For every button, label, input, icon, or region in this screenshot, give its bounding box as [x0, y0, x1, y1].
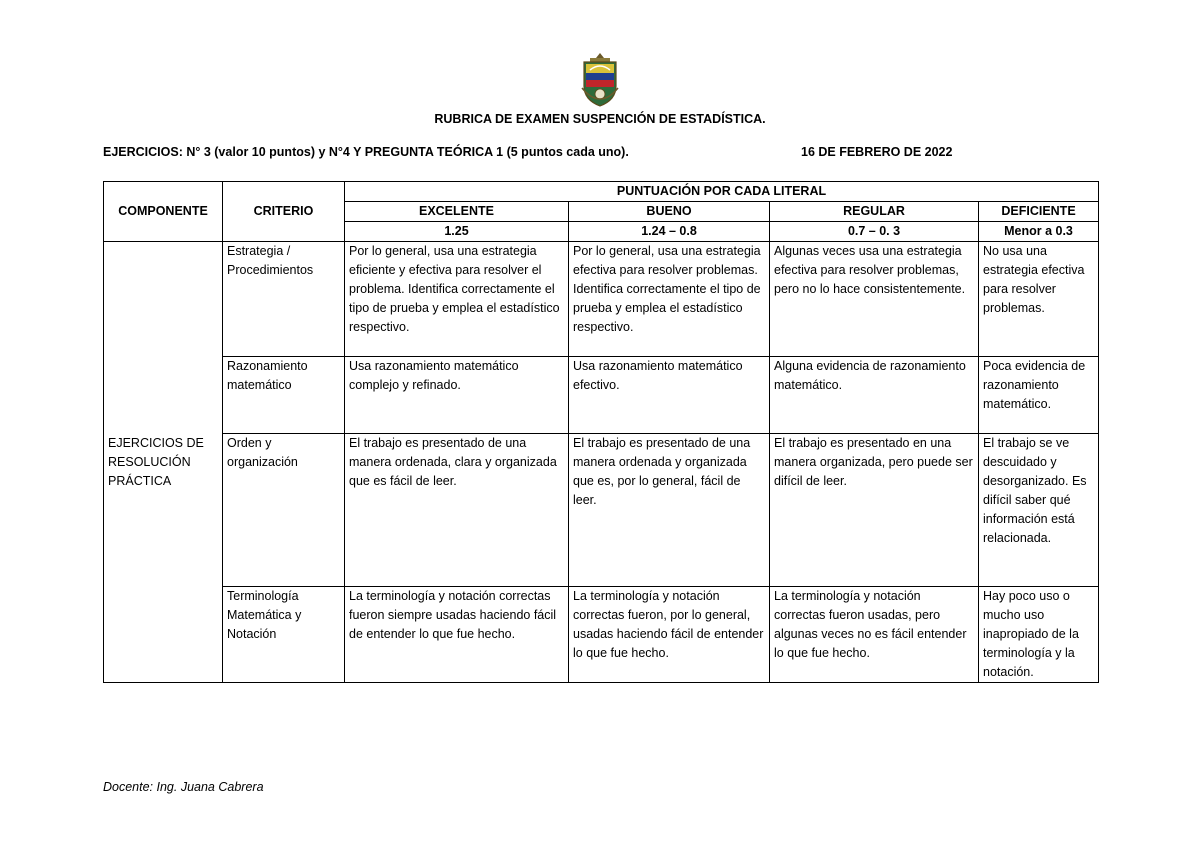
- rubric-cell: La terminología y notación correctas fueron siempre usadas haciendo fácil de entender lo que fue hecho.: [345, 587, 569, 683]
- teacher-signature-line: Docente: Ing. Juana Cabrera: [103, 780, 264, 794]
- rubric-cell: No usa una estrategia efectiva para resolver problemas.: [979, 242, 1099, 357]
- header-criterio: CRITERIO: [223, 182, 345, 242]
- rubric-cell: Algunas veces usa una estrategia efectiva para resolver problemas, pero no lo hace consistentemente.: [770, 242, 979, 357]
- criterion-cell: Terminología Matemática y Notación: [223, 587, 345, 683]
- header-puntuacion: PUNTUACIÓN POR CADA LITERAL: [345, 182, 1099, 202]
- rubric-cell: Usa razonamiento matemático efectivo.: [569, 357, 770, 434]
- document-title: RUBRICA DE EXAMEN SUSPENCIÓN DE ESTADÍSTICA.: [434, 112, 766, 126]
- rubric-cell: El trabajo se ve descuidado y desorganizado. Es difícil saber qué información está relacionada.: [979, 434, 1099, 587]
- header-score-deficiente: Menor a 0.3: [979, 222, 1099, 242]
- header-score-excelente: 1.25: [345, 222, 569, 242]
- rubric-table: [103, 181, 1099, 683]
- rubric-cell: Hay poco uso o mucho uso inapropiado de la terminología y la notación.: [979, 587, 1099, 683]
- header-score-bueno: 1.24 – 0.8: [569, 222, 770, 242]
- rubric-cell: La terminología y notación correctas fueron usadas, pero algunas veces no es fácil entender lo que fue hecho.: [770, 587, 979, 683]
- rubric-cell: Por lo general, usa una estrategia efectiva para resolver problemas. Identifica correctamente el tipo de prueba y emplea el estadístico respectivo.: [569, 242, 770, 357]
- header-level-regular: REGULAR: [770, 202, 979, 222]
- rubric-cell: El trabajo es presentado de una manera ordenada y organizada que es, por lo general, fácil de leer.: [569, 434, 770, 587]
- header-score-regular: 0.7 – 0. 3: [770, 222, 979, 242]
- header-level-excelente: EXCELENTE: [345, 202, 569, 222]
- rubric-cell: Usa razonamiento matemático complejo y refinado.: [345, 357, 569, 434]
- header-componente: COMPONENTE: [104, 182, 223, 242]
- university-crest-icon: [580, 52, 620, 108]
- criterion-cell: Estrategia / Procedimientos: [223, 242, 345, 357]
- rubric-cell: La terminología y notación correctas fueron, por lo general, usadas haciendo fácil de entender lo que fue hecho.: [569, 587, 770, 683]
- document-date: 16 DE FEBRERO DE 2022: [801, 145, 953, 159]
- rubric-cell: El trabajo es presentado de una manera ordenada, clara y organizada que es fácil de leer.: [345, 434, 569, 587]
- header-level-bueno: BUENO: [569, 202, 770, 222]
- table-row: [104, 242, 1099, 357]
- table-row: [104, 434, 1099, 587]
- rubric-cell: Alguna evidencia de razonamiento matemático.: [770, 357, 979, 434]
- criterion-cell: Razonamiento matemático: [223, 357, 345, 434]
- table-row: [104, 357, 1099, 434]
- rubric-cell: El trabajo es presentado en una manera organizada, pero puede ser difícil de leer.: [770, 434, 979, 587]
- exercise-description: EJERCICIOS: N° 3 (valor 10 puntos) y N°4 Y PREGUNTA TEÓRICA 1 (5 puntos cada uno).: [103, 145, 629, 159]
- component-cell: EJERCICIOS DE RESOLUCIÓN PRÁCTICA: [104, 242, 223, 683]
- table-row: [104, 587, 1099, 683]
- header-level-deficiente: DEFICIENTE: [979, 202, 1099, 222]
- rubric-cell: Poca evidencia de razonamiento matemático.: [979, 357, 1099, 434]
- criterion-cell: Orden y organización: [223, 434, 345, 587]
- rubric-cell: Por lo general, usa una estrategia eficiente y efectiva para resolver el problema. Identifica correctamente el tipo de prueba y emplea el estadístico respectivo.: [345, 242, 569, 357]
